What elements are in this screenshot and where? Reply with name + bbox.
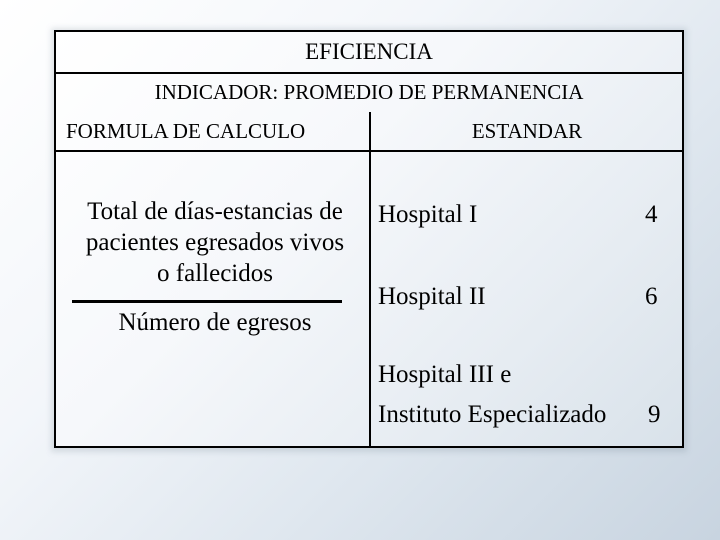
standard-value-hospital-1: 4 [645, 201, 658, 228]
numerator-line-3: o fallecidos [157, 260, 273, 287]
standard-value-hospital-3: 9 [648, 401, 661, 428]
formula-numerator [62, 196, 368, 289]
standard-column-header: ESTANDAR [471, 118, 583, 143]
efficiency-table [54, 30, 684, 448]
numerator-line-1: Total de días-estancias de [87, 198, 343, 225]
numerator-line-2: pacientes egresados vivos [85, 229, 345, 256]
formula-denominator: Número de egresos [118, 309, 312, 336]
standard-label-hospital-1: Hospital I [378, 201, 478, 228]
column-divider [369, 112, 371, 448]
standard-label-hospital-3-line-1: Hospital III e [378, 361, 512, 388]
standard-label-hospital-3-line-2: Instituto Especializado [378, 401, 607, 428]
standard-value-hospital-2: 6 [645, 283, 658, 310]
indicator-label: INDICADOR: PROMEDIO DE PERMANENCIA [154, 79, 584, 104]
fraction-bar [72, 300, 342, 303]
table-title: EFICIENCIA [56, 32, 682, 74]
standard-label-hospital-2: Hospital II [378, 283, 486, 310]
formula-column-header: FORMULA DE CALCULO [66, 118, 306, 143]
